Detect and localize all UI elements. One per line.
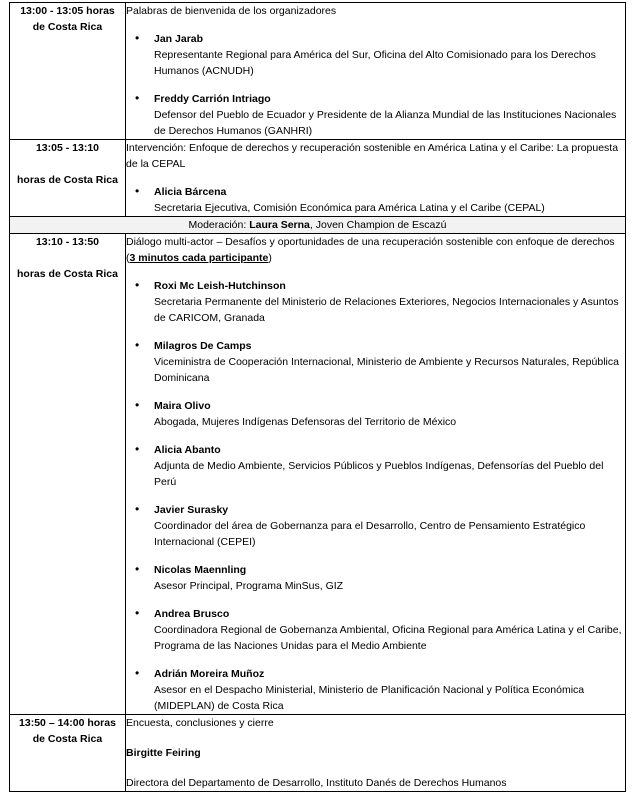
session-lead <box>126 234 625 266</box>
session-cell <box>126 234 626 715</box>
speaker-role: Adjunta de Medio Ambiente, Servicios Públicos y Pueblos Indígenas, Defensorías del Pueblo del Perú <box>154 460 604 488</box>
speaker-role: Defensor del Pueblo de Ecuador y Presidente de la Alianza Mundial de las Instituciones Nacionales de Derechos Humanos (GANHRI) <box>154 109 617 137</box>
time-cell <box>10 140 126 217</box>
time-line-2: horas de Costa Rica <box>17 268 118 280</box>
speaker-name: • Roxi Mc Leish-Hutchinson <box>154 280 286 292</box>
moderation-suffix: , Joven Champion de Escazú <box>309 219 447 231</box>
speaker-name: • Andrea Brusco <box>154 608 230 620</box>
speaker-role: Viceministra de Cooperación Internacional, Ministerio de Ambiente y Recursos Naturales, República Dominicana <box>154 356 619 384</box>
time-line-1: 13:10 - 13:50 <box>35 236 100 248</box>
time-spacer <box>10 250 125 266</box>
speaker-role: Directora del Departamento de Desarrollo, Instituto Danés de Derechos Humanos <box>126 777 507 789</box>
speaker-list <box>126 278 625 714</box>
time-spacer <box>10 156 125 172</box>
table-row <box>10 715 626 792</box>
time-line-1: 13:05 - 13:10 <box>35 142 100 154</box>
list-item <box>126 442 625 490</box>
session-lead-emphasis: 3 minutos cada participante <box>129 252 269 264</box>
speaker-role: Representante Regional para América del Sur, Oficina del Alto Comisionado para los Derechos Humanos (ACNUDH) <box>154 49 596 77</box>
list-item <box>126 31 625 79</box>
speaker-role: Secretaria Permanente del Ministerio de Relaciones Exteriores, Negocios Internacionales y Asuntos de CARICOM, Granada <box>154 296 619 324</box>
session-lead: Intervención: Enfoque de derechos y recuperación sostenible en América Latina y el Caribe: La propuesta de la CEPAL <box>126 142 619 170</box>
session-lead: Encuesta, conclusiones y cierre <box>126 717 274 729</box>
session-lead-part-2: ) <box>268 252 272 264</box>
speaker-role: Coordinadora Regional de Gobernanza Ambiental, Oficina Regional para América Latina y el Caribe, Programa de las Naciones Unidas para el Medio Ambiente <box>154 624 622 652</box>
list-item <box>126 338 625 386</box>
speaker-name: • Freddy Carrión Intriago <box>154 93 271 105</box>
speaker-name: • Maira Olivo <box>154 400 211 412</box>
table-row <box>10 234 626 715</box>
list-item <box>126 502 625 550</box>
time-cell <box>10 3 126 140</box>
time-line-2: de Costa Rica <box>32 733 103 745</box>
list-item <box>126 91 625 139</box>
speaker-name: • Jan Jarab <box>154 33 204 45</box>
speaker-role: Asesor en el Despacho Ministerial, Ministerio de Planificación Nacional y Política Económica (MIDEPLAN) de Costa Rica <box>154 684 585 712</box>
speaker-name: • Alicia Abanto <box>154 444 221 456</box>
time-cell <box>10 715 126 792</box>
session-lead: Palabras de bienvenida de los organizadores <box>126 5 337 17</box>
table-row <box>10 3 626 140</box>
speaker-name: • Alicia Bárcena <box>154 186 227 198</box>
agenda-table <box>9 2 626 792</box>
time-line-2: de Costa Rica <box>32 21 103 33</box>
speaker-list <box>126 184 625 216</box>
moderation-prefix: Moderación: <box>188 219 250 231</box>
time-cell <box>10 234 126 715</box>
speaker-role: Coordinador del área de Gobernanza para el Desarrollo, Centro de Pensamiento Estratégico Internacional (CEPEI) <box>154 520 586 548</box>
speaker-list <box>126 31 625 139</box>
speaker-name: • Javier Surasky <box>154 504 229 516</box>
speaker-name: Birgitte Feiring <box>126 747 201 759</box>
list-item <box>126 562 625 594</box>
list-item <box>126 666 625 714</box>
time-line-2: horas de Costa Rica <box>17 174 118 186</box>
moderator-name: Laura Serna <box>249 219 310 231</box>
speaker-role: Abogada, Mujeres Indígenas Defensoras del Territorio de México <box>154 416 457 428</box>
session-lead-part-1: Diálogo multi-actor – Desafíos y oportunidades de una recuperación sostenible con enfoque de derechos ( <box>126 236 615 264</box>
time-line-1: 13:50 – 14:00 horas <box>19 717 116 729</box>
moderation-cell <box>10 217 626 234</box>
list-item <box>126 184 625 216</box>
speaker-name: • Milagros De Camps <box>154 340 252 352</box>
speaker-role: Secretaria Ejecutiva, Comisión Económica para América Latina y el Caribe (CEPAL) <box>154 202 545 214</box>
list-item <box>126 278 625 326</box>
speaker-role: Asesor Principal, Programa MinSus, GIZ <box>154 580 344 592</box>
session-cell <box>126 3 626 140</box>
speaker-name: • Adrián Moreira Muñoz <box>154 668 265 680</box>
session-cell <box>126 140 626 217</box>
list-item <box>126 606 625 654</box>
session-cell <box>126 715 626 792</box>
list-item <box>126 398 625 430</box>
table-row <box>10 140 626 217</box>
moderation-row <box>10 217 626 234</box>
speaker-name: • Nicolas Maennling <box>154 564 247 576</box>
time-line-1: 13:00 - 13:05 horas <box>20 5 115 17</box>
moderation-text <box>10 217 625 233</box>
